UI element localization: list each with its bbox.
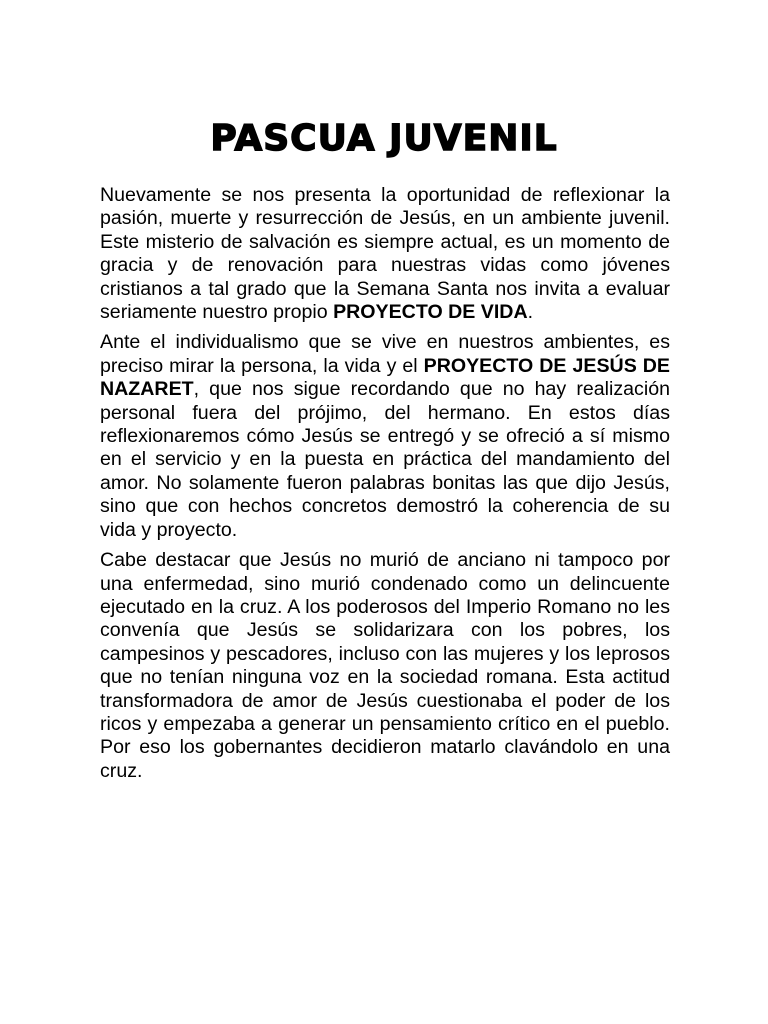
- paragraph-1-text-end: .: [527, 301, 534, 324]
- paragraph-2-text-end: , que nos sigue recordando que no hay realización personal fuera del prójimo, del hermano. En estos días reflexionaremos cómo Jesús se entregó y se ofreció a sí mismo en el servicio y en la puesta en práctica del mandamiento del amor. No solamente fueron palabras bonitas las que dijo Jesús, sino que con hechos concretos demostró la coherencia de su vida y proyecto.: [100, 378, 670, 541]
- paragraph-2: [100, 331, 670, 542]
- document-body: [100, 184, 670, 790]
- paragraph-1-text: Nuevamente se nos presenta la oportunidad de reflexionar la pasión, muerte y resurrección de Jesús, en un ambiente juvenil. Este misterio de salvación es siempre actual, es un momento de gracia y de renovación para nuestras vidas como jóvenes cristianos a tal grado que la Semana Santa nos invita a evaluar seriamente nuestro propio: [100, 184, 670, 324]
- document-title: PASCUA JUVENIL: [210, 118, 558, 159]
- paragraph-2-bold-phrase: PROYECTO DE JESÚS DE NAZARET: [100, 354, 670, 401]
- paragraph-2-text: Ante el individualismo que se vive en nuestros ambientes, es preciso mirar la persona, la vida y el: [100, 331, 670, 377]
- paragraph-1-bold-phrase: PROYECTO DE VIDA: [333, 301, 528, 324]
- paragraph-3: Cabe destacar que Jesús no murió de anciano ni tampoco por una enfermedad, sino murió condenado como un delincuente ejecutado en la cruz. A los poderosos del Imperio Romano no les convenía que Jesús se solidarizara con los pobres, los campesinos y pescadores, incluso con las mujeres y los leprosos que no tenían ninguna voz en la sociedad romana. Esta actitud transformadora de amor de Jesús cuestionaba el poder de los ricos y empezaba a generar un pensamiento crítico en el pueblo. Por eso los gobernantes decidieron matarlo clavándolo en una cruz.: [100, 549, 670, 782]
- paragraph-1: [100, 184, 670, 324]
